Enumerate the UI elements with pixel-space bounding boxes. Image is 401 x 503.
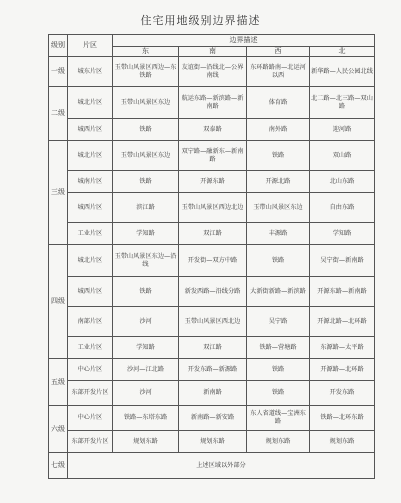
north-cell: 自由东路 xyxy=(310,193,375,223)
table-row xyxy=(49,337,375,359)
west-cell: 东人省道线—宝洲东路 xyxy=(247,406,310,431)
north-cell: 铁路—北环东路 xyxy=(310,406,375,431)
header-zone: 片区 xyxy=(68,35,113,57)
table-row xyxy=(49,453,375,479)
table-row xyxy=(49,381,375,406)
table-row xyxy=(49,87,375,119)
west-cell: 吴宁路 xyxy=(247,307,310,337)
south-cell: 开发东路—新源路 xyxy=(179,359,247,381)
zone-cell: 城西片区 xyxy=(68,193,113,223)
east-cell: 沙河 xyxy=(113,381,179,406)
zone-cell: 中心片区 xyxy=(68,406,113,431)
west-cell: 铁路 xyxy=(247,359,310,381)
zone-cell: 城西片区 xyxy=(68,119,113,141)
west-cell: 南外路 xyxy=(247,119,310,141)
table-header-row xyxy=(49,35,375,47)
header-south: 南 xyxy=(179,47,247,57)
header-level: 级别 xyxy=(49,35,68,57)
table-row xyxy=(49,431,375,453)
zone-cell: 东部开发片区 xyxy=(68,381,113,406)
zone-cell: 中心片区 xyxy=(68,359,113,381)
south-cell: 玉带山风景区西北边 xyxy=(179,307,247,337)
east-cell: 铁路—东塔东路 xyxy=(113,406,179,431)
zone-cell: 工业片区 xyxy=(68,337,113,359)
north-cell: 学知路 xyxy=(310,223,375,245)
table-row xyxy=(49,193,375,223)
zone-cell: 城北片区 xyxy=(68,87,113,119)
south-cell: 双宁路—融新东—新南路 xyxy=(179,141,247,171)
north-cell: 新华路—人民公园北线 xyxy=(310,57,375,87)
table-row xyxy=(49,223,375,245)
south-cell: 双江路 xyxy=(179,223,247,245)
east-cell: 玉带山风景区东边—沿线 xyxy=(113,245,179,277)
zone-cell: 城西片区 xyxy=(68,277,113,307)
west-cell: 铁路—营塘路 xyxy=(247,337,310,359)
north-cell: 开源北路—北环路 xyxy=(310,307,375,337)
east-cell: 铁路 xyxy=(113,119,179,141)
zone-cell: 工业片区 xyxy=(68,223,113,245)
south-cell: 新南路—新安路 xyxy=(179,406,247,431)
east-cell: 规划东路 xyxy=(113,431,179,453)
header-north: 北 xyxy=(310,47,375,57)
table-row xyxy=(49,57,375,87)
south-cell: 开源东路 xyxy=(179,171,247,193)
table-row xyxy=(49,359,375,381)
west-cell: 大新街新路—新滨路 xyxy=(247,277,310,307)
zone-cell: 东部开发片区 xyxy=(68,431,113,453)
south-cell: 开发街—双方中路 xyxy=(179,245,247,277)
zone-cell: 城北片区 xyxy=(68,141,113,171)
header-boundary: 边界描述 xyxy=(113,35,375,47)
east-cell: 玉带山风景区东边 xyxy=(113,87,179,119)
west-cell: 铁路 xyxy=(247,141,310,171)
header-east: 东 xyxy=(113,47,179,57)
west-cell: 体育路 xyxy=(247,87,310,119)
south-cell: 双泰路 xyxy=(179,119,247,141)
east-cell: 铁路 xyxy=(113,277,179,307)
west-cell: 玉带山风景区东边 xyxy=(247,193,310,223)
north-cell: 迎河路 xyxy=(310,119,375,141)
west-cell: 丰源路 xyxy=(247,223,310,245)
north-cell: 双山路 xyxy=(310,141,375,171)
west-cell: 东环路路南—北运河以西 xyxy=(247,57,310,87)
north-cell: 开源东路—新南路 xyxy=(310,277,375,307)
boundary-table xyxy=(48,34,375,479)
north-cell: 开发东路 xyxy=(310,381,375,406)
level-cell: 六级 xyxy=(49,406,68,453)
south-cell: 规划东路 xyxy=(179,431,247,453)
zone-cell: 南部片区 xyxy=(68,307,113,337)
level-cell: 四级 xyxy=(49,245,68,359)
east-cell: 玉带山风景区西边—东铁路 xyxy=(113,57,179,87)
north-cell: 北二路—北三路—双山路 xyxy=(310,87,375,119)
east-cell: 铁路 xyxy=(113,171,179,193)
west-cell: 规划东路 xyxy=(247,431,310,453)
west-cell: 铁路 xyxy=(247,245,310,277)
table-row xyxy=(49,245,375,277)
zone-cell: 城北片区 xyxy=(68,245,113,277)
east-cell: 沙河—江北路 xyxy=(113,359,179,381)
level-cell: 一级 xyxy=(49,57,68,87)
page-title: 住宅用地级别边界描述 xyxy=(140,14,261,27)
level-cell: 二级 xyxy=(49,87,68,141)
north-cell: 规划东路 xyxy=(310,431,375,453)
east-cell: 学知路 xyxy=(113,337,179,359)
table-row xyxy=(49,307,375,337)
south-cell: 玉带山风景区西边北边 xyxy=(179,193,247,223)
table-row xyxy=(49,277,375,307)
south-cell: 航运东路—新滨路—新南路 xyxy=(179,87,247,119)
east-cell: 玉带山风景区东边 xyxy=(113,141,179,171)
east-cell: 学知路 xyxy=(113,223,179,245)
north-cell: 北山东路 xyxy=(310,171,375,193)
table-row xyxy=(49,171,375,193)
table-row xyxy=(49,406,375,431)
south-cell: 友谊街—沿线北—公界南线 xyxy=(179,57,247,87)
header-west: 西 xyxy=(247,47,310,57)
north-cell: 吴宁街—新南路 xyxy=(310,245,375,277)
zone-cell: 城南片区 xyxy=(68,171,113,193)
table-row xyxy=(49,141,375,171)
west-cell: 开源北路 xyxy=(247,171,310,193)
south-cell: 新发西路—沿线分路 xyxy=(179,277,247,307)
table-row xyxy=(49,119,375,141)
zone-cell: 城东片区 xyxy=(68,57,113,87)
east-cell: 沙河 xyxy=(113,307,179,337)
north-cell: 开源路—北环路 xyxy=(310,359,375,381)
east-cell: 滨江路 xyxy=(113,193,179,223)
north-cell: 东源路—太平路 xyxy=(310,337,375,359)
level-cell: 七级 xyxy=(49,453,68,479)
level7-desc-cell: 上述区域以外部分 xyxy=(68,453,375,479)
level-cell: 五级 xyxy=(49,359,68,406)
south-cell: 双江路 xyxy=(179,337,247,359)
level-cell: 三级 xyxy=(49,141,68,245)
south-cell: 新南路 xyxy=(179,381,247,406)
west-cell: 铁路 xyxy=(247,381,310,406)
